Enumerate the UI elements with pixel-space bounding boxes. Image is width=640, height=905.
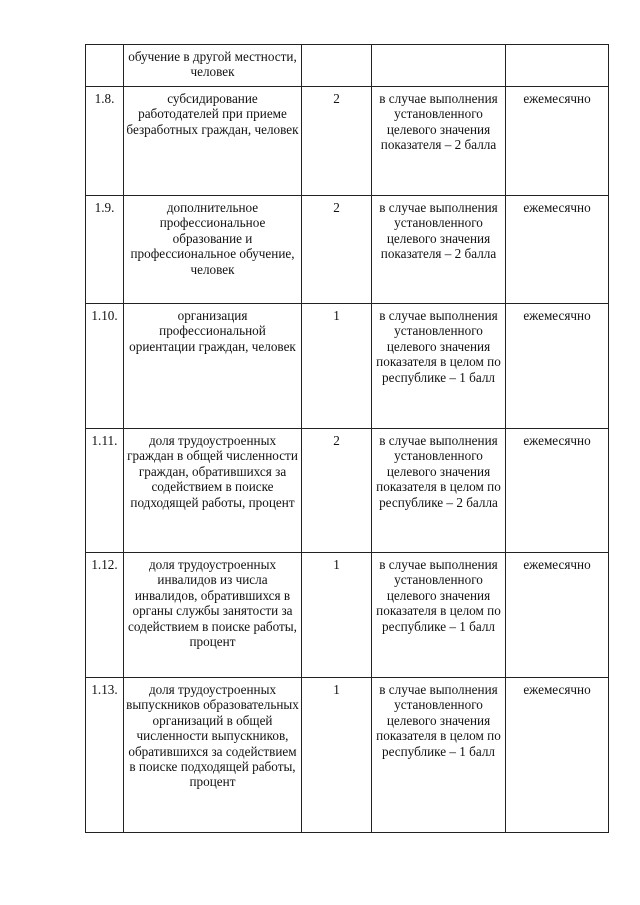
score-value: 1: [302, 304, 372, 429]
row-number: 1.11.: [86, 429, 124, 553]
indicator-name: дополнительное профессиональное образование и профессиональное обучение, человек: [124, 196, 302, 304]
condition-text: в случае выполнения установленного целевого значения показателя в целом по республике – 1 балл: [372, 678, 506, 833]
score-value: 2: [302, 196, 372, 304]
table-row: [86, 45, 609, 87]
table-row: [86, 196, 609, 304]
indicators-table: [85, 44, 609, 833]
condition-text: [372, 45, 506, 87]
table-row: [86, 553, 609, 678]
row-number: 1.10.: [86, 304, 124, 429]
indicator-name: доля трудоустроенных выпускников образовательных организаций в общей численности выпускников, обратившихся за содействием в поиске подходящей работы, процент: [124, 678, 302, 833]
score-value: [302, 45, 372, 87]
frequency-text: [506, 45, 609, 87]
indicator-name: организация профессиональной ориентации граждан, человек: [124, 304, 302, 429]
row-number: 1.12.: [86, 553, 124, 678]
score-value: 1: [302, 553, 372, 678]
condition-text: в случае выполнения установленного целевого значения показателя в целом по республике – 1 балл: [372, 553, 506, 678]
row-number: 1.8.: [86, 87, 124, 196]
table-row: [86, 678, 609, 833]
table-row: [86, 304, 609, 429]
score-value: 1: [302, 678, 372, 833]
row-number: 1.9.: [86, 196, 124, 304]
indicator-name: доля трудоустроенных граждан в общей численности граждан, обратившихся за содействием в поиске подходящей работы, процент: [124, 429, 302, 553]
row-number: 1.13.: [86, 678, 124, 833]
frequency-text: ежемесячно: [506, 429, 609, 553]
row-number: [86, 45, 124, 87]
frequency-text: ежемесячно: [506, 304, 609, 429]
score-value: 2: [302, 429, 372, 553]
condition-text: в случае выполнения установленного целевого значения показателя в целом по республике – 2 балла: [372, 429, 506, 553]
score-value: 2: [302, 87, 372, 196]
frequency-text: ежемесячно: [506, 678, 609, 833]
condition-text: в случае выполнения установленного целевого значения показателя – 2 балла: [372, 87, 506, 196]
table-row: [86, 87, 609, 196]
frequency-text: ежемесячно: [506, 553, 609, 678]
frequency-text: ежемесячно: [506, 196, 609, 304]
condition-text: в случае выполнения установленного целевого значения показателя – 2 балла: [372, 196, 506, 304]
condition-text: в случае выполнения установленного целевого значения показателя в целом по республике – 1 балл: [372, 304, 506, 429]
indicator-name: доля трудоустроенных инвалидов из числа инвалидов, обратившихся в органы службы занятости за содействием в поиске работы, процент: [124, 553, 302, 678]
frequency-text: ежемесячно: [506, 87, 609, 196]
indicator-name: субсидирование работодателей при приеме безработных граждан, человек: [124, 87, 302, 196]
indicator-name: обучение в другой местности, человек: [124, 45, 302, 87]
table-row: [86, 429, 609, 553]
